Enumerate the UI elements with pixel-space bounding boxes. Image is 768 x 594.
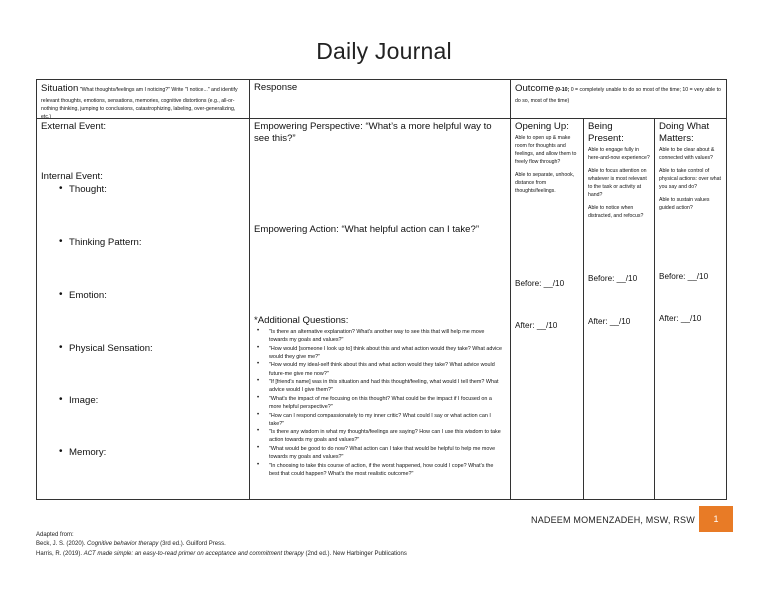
doing-what-matters-desc-3: Able to sustain values guided action? bbox=[659, 197, 710, 212]
question-item: • "If [friend's name] was in this situation and had this thought/feeling, what would I tell them? What advice would I give them?" bbox=[254, 378, 504, 394]
additional-questions bbox=[254, 315, 504, 478]
outcome-doing-what-matters bbox=[654, 118, 727, 500]
question-item: • "In choosing to take this course of action, if the worst happened, how could I cope? What's the best that could happen? What's the most realistic outcome?" bbox=[254, 462, 504, 478]
opening-up-desc-1: Able to open up & make room for thoughts and feelings, and allow them to freely flow through? bbox=[515, 134, 577, 166]
doing-what-matters-desc-2: Able to take control of physical actions: over what you say and do? bbox=[659, 168, 721, 191]
author-credit: NADEEM MOMENZADEH, MSW, RSW bbox=[531, 515, 695, 525]
opening-up-after[interactable]: After: __/10 bbox=[515, 321, 558, 330]
situation-note: "What thoughts/feelings am I noticing?" Write "I notice..." and identify relevant thoughts, emotions, sensations, memories, cognitive distortions (e.g., all-or-nothing thinking, jumping to conclusions, catastrophizing, labeling, over-generalizing, etc.) bbox=[41, 87, 238, 119]
reference-beck: Beck, J. S. (2020). Cognitive behavior therapy (3rd ed.). Guilford Press. bbox=[36, 541, 226, 548]
situation-header bbox=[36, 79, 250, 119]
question-item: • "How would [someone I look up to] think about this and what action would they take? What advice would they give me?" bbox=[254, 345, 504, 361]
situation-column bbox=[36, 118, 250, 500]
reference-harris: Harris, R. (2019). ACT made simple: an easy-to-read primer on acceptance and commitment therapy (2nd ed.). New Harbinger Publications bbox=[36, 550, 407, 557]
question-item: • "Is there any wisdom in what my thoughts/feelings are saying? How can I use this wisdom to take action towards my goals and values?" bbox=[254, 428, 504, 444]
outcome-note: 0 = completely unable to do so most of the time; 10 = very able to do so, most of the time) bbox=[515, 87, 721, 104]
opening-up-before[interactable]: Before: __/10 bbox=[515, 279, 565, 288]
being-present-desc-1: Able to engage fully in here-and-now experience? bbox=[588, 146, 650, 162]
internal-event-label: Internal Event: bbox=[41, 171, 103, 182]
additional-questions-heading: *Additional Questions: bbox=[254, 315, 349, 326]
being-present-desc-2: Able to focus attention on whatever is most relevant to the task or activity at hand? bbox=[588, 168, 647, 199]
outcome-being-present bbox=[583, 118, 655, 500]
doing-what-matters-before[interactable]: Before: __/10 bbox=[659, 272, 709, 281]
situation-label: Situation bbox=[41, 83, 79, 94]
response-header bbox=[249, 79, 511, 119]
question-item: • "How can I respond compassionately to my inner critic? What could I say or what action can I take?" bbox=[254, 412, 504, 428]
question-item: • "What would be good to do now? What action can I take that would be helpful to help me move towards my goals and values?" bbox=[254, 445, 504, 461]
external-event-label: External Event: bbox=[41, 121, 107, 132]
question-item: • "What's the impact of me focusing on this thought? What could be the impact if I focused on a more helpful perspective?" bbox=[254, 395, 504, 411]
thought-field[interactable]: • Thought: bbox=[59, 184, 107, 196]
question-item: • "Is there an alternative explanation? What's another way to see this that will help me move towards my goals and values?" bbox=[254, 328, 504, 344]
memory-field[interactable]: • Memory: bbox=[59, 447, 106, 459]
physical-sensation-field[interactable]: • Physical Sensation: bbox=[59, 343, 153, 355]
outcome-label: Outcome bbox=[515, 83, 554, 94]
adapted-from-label: Adapted from: bbox=[36, 532, 74, 538]
outcome-opening-up bbox=[510, 118, 584, 500]
thinking-pattern-field[interactable]: • Thinking Pattern: bbox=[59, 237, 142, 249]
outcome-header bbox=[510, 79, 727, 119]
question-item: • "How would my ideal-self think about this and what action would they take? What advice would future-me give me now?" bbox=[254, 361, 504, 377]
being-present-after[interactable]: After: __/10 bbox=[588, 317, 631, 326]
opening-up-desc-2: Able to separate, unhook, distance from thoughts/feelings. bbox=[515, 172, 575, 195]
response-label: Response bbox=[254, 82, 298, 93]
response-column bbox=[249, 118, 511, 500]
being-present-before[interactable]: Before: __/10 bbox=[588, 274, 638, 283]
empowering-perspective[interactable]: Empowering Perspective: “What’s a more helpful way to see this?” bbox=[254, 121, 492, 144]
emotion-field[interactable]: • Emotion: bbox=[59, 290, 107, 302]
image-field[interactable]: • Image: bbox=[59, 395, 98, 407]
doing-what-matters-title: Doing What Matters: bbox=[659, 121, 710, 144]
opening-up-title: Opening Up: bbox=[515, 121, 569, 132]
page-number-badge: 1 bbox=[699, 506, 733, 532]
being-present-desc-3: Able to notice when distracted, and refocus? bbox=[588, 205, 644, 220]
page-title: Daily Journal bbox=[316, 38, 452, 64]
outcome-scale: (0-10; bbox=[555, 87, 570, 93]
empowering-action[interactable]: Empowering Action: “What helpful action can I take?” bbox=[254, 224, 480, 235]
references bbox=[36, 531, 407, 559]
doing-what-matters-after[interactable]: After: __/10 bbox=[659, 314, 702, 323]
doing-what-matters-desc-1: Able to be clear about & connected with values? bbox=[659, 146, 715, 162]
being-present-title: Being Present: bbox=[588, 121, 624, 144]
